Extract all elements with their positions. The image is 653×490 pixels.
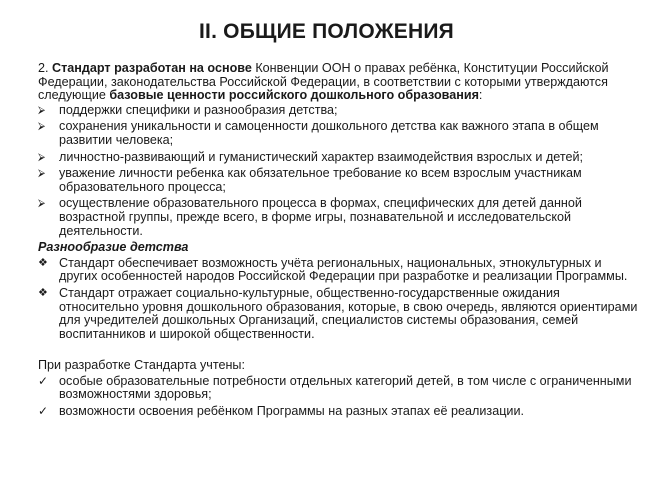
list-item [38,257,638,284]
list-item-text: осуществление образовательного процесса в формах, специфических для детей данной возрастной группы, прежде всего, в форме игры, познавательной и исследовательской деятельности. [59,196,582,238]
considered-list [38,375,638,419]
intro-text: Конвенции ООН о правах ребёнка, Конституции Российской Федерации, законодательства Российской Федерации, в соответствии с которыми утверждаются следующие [38,61,609,103]
list-item [38,104,638,118]
checkmark-bullet-icon: ✓ [38,404,49,419]
arrow-bullet-icon: ⮚ [38,121,46,133]
list-item-text: Стандарт отражает социально-культурные, общественно-государственные ожидания относительно уровня дошкольного образования, которые, в свою очередь, являются ориентирами для учредителей дошкольных Организаций, специалистов системы образования, семей воспитанников и широкой общественности. [59,285,638,341]
list-item-text: личностно-развивающий и гуманистический характер взаимодействия взрослых и детей; [59,149,584,164]
list-item [38,120,638,147]
slide-content [38,62,638,422]
list-item-text: сохранения уникальности и самоценности дошкольного детства как важного этапа в общем развитии человека; [59,119,599,147]
list-item [38,151,638,165]
list-item-text: поддержки специфики и разнообразия детства; [59,102,338,117]
arrow-bullet-icon: ⮚ [38,151,46,163]
list-item [38,197,638,238]
arrow-bullet-icon: ⮚ [38,168,46,180]
diamond-bullet-icon: ❖ [38,286,48,299]
arrow-bullet-icon: ⮚ [38,104,46,116]
base-values-list [38,104,638,238]
intro-number: 2. [38,61,49,75]
intro-bold-tail: базовые ценности российского дошкольного образования [109,88,479,103]
list-item [38,287,638,341]
checkmark-bullet-icon: ✓ [38,373,49,388]
spacer [38,344,638,359]
intro-bold-lead: Стандарт разработан на основе [52,61,252,75]
intro-paragraph [38,62,638,103]
list-item-text: особые образовательные потребности отдельных категорий детей, в том числе с ограниченными возможностями здоровья; [59,373,632,402]
list-item-text: Стандарт обеспечивает возможность учёта региональных, национальных, этнокультурных и других особенностей народов Российской Федерации при разработке и реализации Программы. [59,255,628,284]
list-item-text: уважение личности ребенка как обязательное требование ко всем взрослым участникам образовательного процесса; [59,166,582,194]
list-item [38,375,638,402]
list-item [38,167,638,194]
diversity-list [38,257,638,342]
diversity-heading: Разнообразие детства [38,240,189,255]
intro-end: : [478,88,483,103]
diamond-bullet-icon: ❖ [38,256,48,269]
considered-lead: При разработке Стандарта учтены: [38,358,245,373]
slide-title: II. ОБЩИЕ ПОЛОЖЕНИЯ [199,20,454,43]
arrow-bullet-icon: ⮚ [38,198,46,210]
list-item [38,405,638,419]
list-item-text: возможности освоения ребёнком Программы на разных этапах её реализации. [59,404,524,419]
